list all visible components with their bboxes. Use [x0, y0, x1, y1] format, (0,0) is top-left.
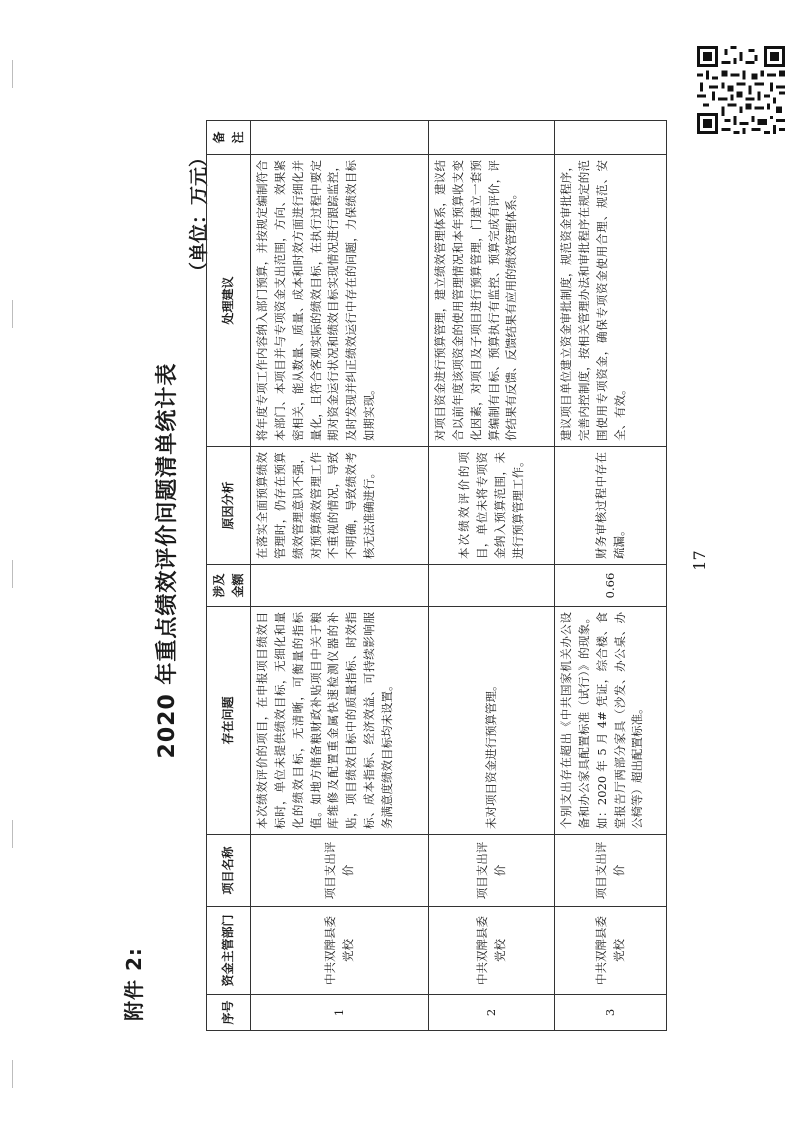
cell-no: 3 — [555, 995, 667, 1031]
header-amount: 涉及金额 — [207, 565, 251, 607]
page-number: 17 — [690, 550, 709, 571]
cell-dept: 中共双牌县委党校 — [251, 907, 429, 995]
cell-reason: 在落实全面预算绩效管理时，仍存在预算绩效管理意识不强，对预算绩效管理工作不重视的情况，导致不明确，导致绩效考核无法准确进行。 — [251, 447, 429, 565]
cell-reason: 本次绩效评价的项目，单位未将专项资金纳入预算范围，未进行预算管理工作。 — [429, 447, 555, 565]
cell-reason: 财务审核过程中存在疏漏。 — [555, 447, 667, 565]
cell-amount: 0.66 — [555, 565, 667, 607]
cell-note — [251, 121, 429, 155]
cell-no: 1 — [251, 995, 429, 1031]
header-issue: 存在问题 — [207, 607, 251, 835]
cell-issue: 未对项目资金进行预算管理。 — [429, 607, 555, 835]
cell-advice: 将年度专项工作内容纳入部门预算，并按规定编制符合本部门、本项目并与专项资金支出范围，方向、效果紧密相关，能从数量、质量、成本和时效方面进行细化并量化，且符合客观实际的绩效目标，在执行过程中要定期对资金运行状况和绩效目标实现情况进行跟踪监控，及时发现并纠正绩效运行中存在的问题，力保绩效目标如期实现。 — [251, 155, 429, 447]
cell-amount — [251, 565, 429, 607]
cell-project: 项目支出评价 — [555, 835, 667, 907]
cell-advice: 对项目资金进行预算管理，建立绩效管理体系，建议结合以前年度该项资金的使用管理情况和本年预算收支变化因素，对项目及子项目进行预算管理，门建立一套预算编制有目标、预算执行有监控、预算完成有评价，评价结果有反馈、反馈结果有应用的绩效管理体系。 — [429, 155, 555, 447]
cell-note — [555, 121, 667, 155]
cell-amount — [429, 565, 555, 607]
table-header-row — [207, 121, 251, 1031]
cell-advice: 建议项目单位建立资金审批制度，规范资金审批程序，完善内控制度，按相关管理办法和审批程序在规定的范围使用专项资金，确保专项资金使用合理、规范、安全、有效。 — [555, 155, 667, 447]
table-row — [429, 121, 555, 1031]
attachment-label: 附件 2: — [122, 947, 146, 1021]
cell-no: 2 — [429, 995, 555, 1031]
header-dept: 资金主管部门 — [207, 907, 251, 995]
header-advice: 处理建议 — [207, 155, 251, 447]
issue-table — [206, 120, 667, 1031]
header-project: 项目名称 — [207, 835, 251, 907]
cell-issue: 个别支出存在超出《中共国家机关办公设备和办公家具配置标准（试行）》的现象。如：2020 年 5 月 4# 凭证，综合楼、食堂报告厅两部分家具（沙发、办公桌、办公椅等）超出配置标准。 — [555, 607, 667, 835]
table-row — [555, 121, 667, 1031]
cell-dept: 中共双牌县委党校 — [429, 907, 555, 995]
cell-issue: 本次绩效评价的项目，在申报项目绩效目标时，单位未提供绩效目标，无细化和量化的绩效目标，无清晰，可衡量的指标值。如地方储备粮财政补贴项目中关于粮库维修及配置重金属快速检测仪器的补贴，项目绩效目标中的质量指标、时效指标、成本指标、经济效益、可持续影响服务满意度绩效目标均未设置。 — [251, 607, 429, 835]
header-reason: 原因分析 — [207, 447, 251, 565]
cell-project: 项目支出评价 — [429, 835, 555, 907]
unit-label: （单位：万元） — [188, 148, 210, 282]
table-row — [251, 121, 429, 1031]
header-no: 序号 — [207, 995, 251, 1031]
cell-note — [429, 121, 555, 155]
cell-project: 项目支出评价 — [251, 835, 429, 907]
page-title: 2020 年重点绩效评价问题清单统计表 — [155, 362, 180, 759]
header-note: 备注 — [207, 121, 251, 155]
cell-dept: 中共双牌县委党校 — [555, 907, 667, 995]
